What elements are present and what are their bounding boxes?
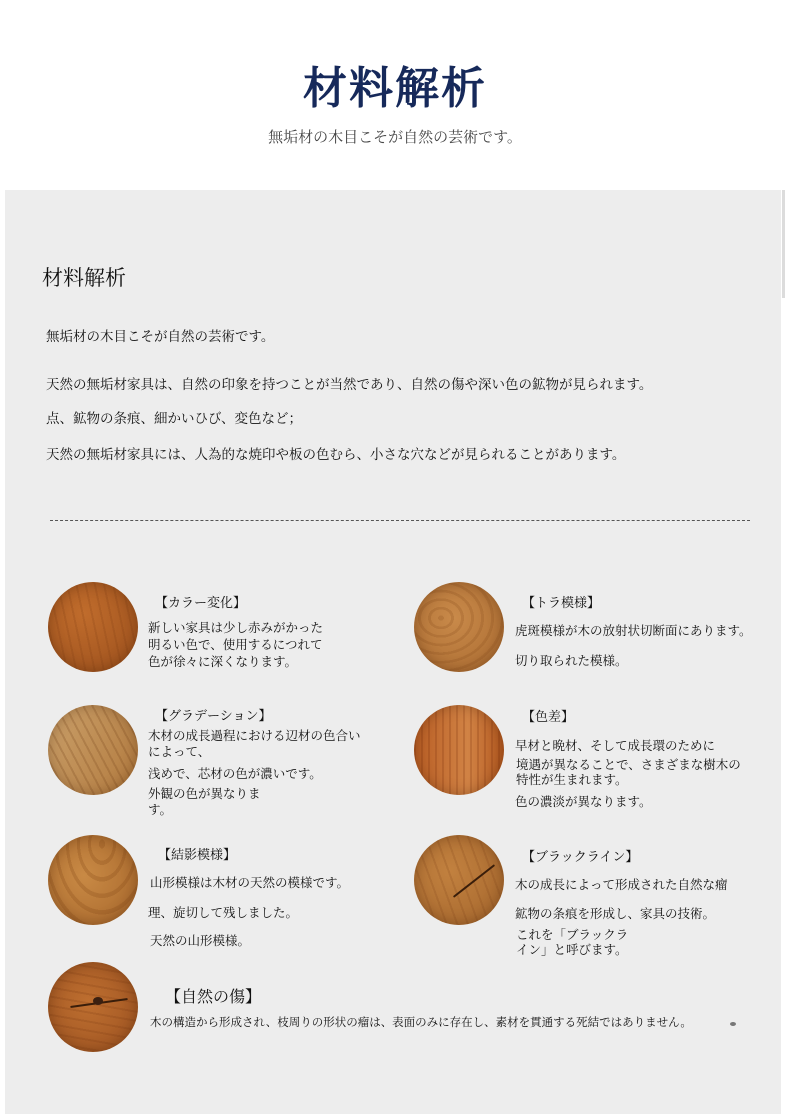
feature-text: 新しい家具は少し赤みがかった — [148, 620, 324, 635]
feature-label: 【カラー変化】 — [155, 596, 247, 611]
feature-label: 【色差】 — [522, 710, 575, 725]
feature-text: 特性が生まれます。 — [516, 772, 628, 787]
body-line: 天然の無垢材家具は、自然の印象を持つことが当然であり、自然の傷や深い色の鉱物が見られます。 — [46, 377, 653, 393]
feature-label: 【結影模様】 — [158, 848, 237, 863]
feature-text: 切り取られた模様。 — [515, 653, 628, 668]
body-line: 天然の無垢材家具には、人為的な焼印や板の色むら、小さな穴などが見られることがあります。 — [46, 447, 626, 463]
wood-sample-image — [48, 835, 138, 925]
section-title: 材料解析 — [42, 266, 126, 290]
feature-text: 浅めで、芯材の色が濃いです。 — [148, 766, 322, 781]
feature-text: 理、旋切して残しました。 — [148, 905, 299, 920]
feature-label: 【グラデーション】 — [155, 709, 272, 724]
feature-text: 早材と晩材、そして成長環のために — [515, 738, 716, 753]
feature-text: イン」と呼びます。 — [516, 942, 628, 957]
hero-title: 材料解析 — [303, 63, 487, 114]
feature-text: 外観の色が異なりま — [148, 786, 261, 801]
wood-sample-image — [48, 582, 138, 672]
scroll-indicator — [782, 190, 785, 298]
feature-text: 境遇が異なることで、さまざまな樹木の — [516, 757, 741, 772]
feature-label: 【トラ模様】 — [522, 596, 601, 611]
feature-text: 色の濃淡が異なります。 — [515, 794, 652, 809]
feature-text: 鉱物の条痕を形成し、家具の技術。 — [515, 906, 716, 921]
feature-text: 木の構造から形成され、枝周りの形状の瘤は、表面のみに存在し、素材を貫通する死結ではありません。 — [150, 1015, 692, 1029]
speck — [730, 1022, 736, 1026]
hero-subtitle: 無垢材の木目こそが自然の芸術です。 — [268, 128, 522, 146]
feature-text: 明るい色で、使用するにつれて — [148, 637, 323, 652]
feature-text: 木材の成長過程における辺材の色合い — [148, 728, 361, 743]
wood-sample-image — [414, 835, 504, 925]
feature-text: によって、 — [148, 744, 211, 759]
body-line: 点、鉱物の条痕、細かいひび、変色など； — [46, 411, 302, 427]
feature-text: これを「ブラックラ — [516, 927, 629, 942]
dashed-divider — [50, 520, 750, 521]
feature-text: 天然の山形模様。 — [150, 933, 251, 948]
feature-label: 【自然の傷】 — [165, 987, 262, 1006]
feature-text: す。 — [148, 802, 173, 817]
wood-sample-image — [414, 582, 504, 672]
feature-text: 虎斑模様が木の放射状切断面にあります。 — [515, 623, 752, 638]
intro-line: 無垢材の木目こそが自然の芸術です。 — [46, 329, 275, 345]
feature-text: 木の成長によって形成された自然な瘤 — [515, 877, 728, 892]
wood-sample-image — [414, 705, 504, 795]
feature-label: 【ブラックライン】 — [522, 850, 639, 865]
feature-text: 色が徐々に深くなります。 — [148, 654, 298, 669]
knot-mark — [93, 997, 103, 1005]
feature-text: 山形模様は木材の天然の模様です。 — [150, 875, 350, 890]
wood-sample-image — [48, 962, 138, 1052]
wood-sample-image — [48, 705, 138, 795]
